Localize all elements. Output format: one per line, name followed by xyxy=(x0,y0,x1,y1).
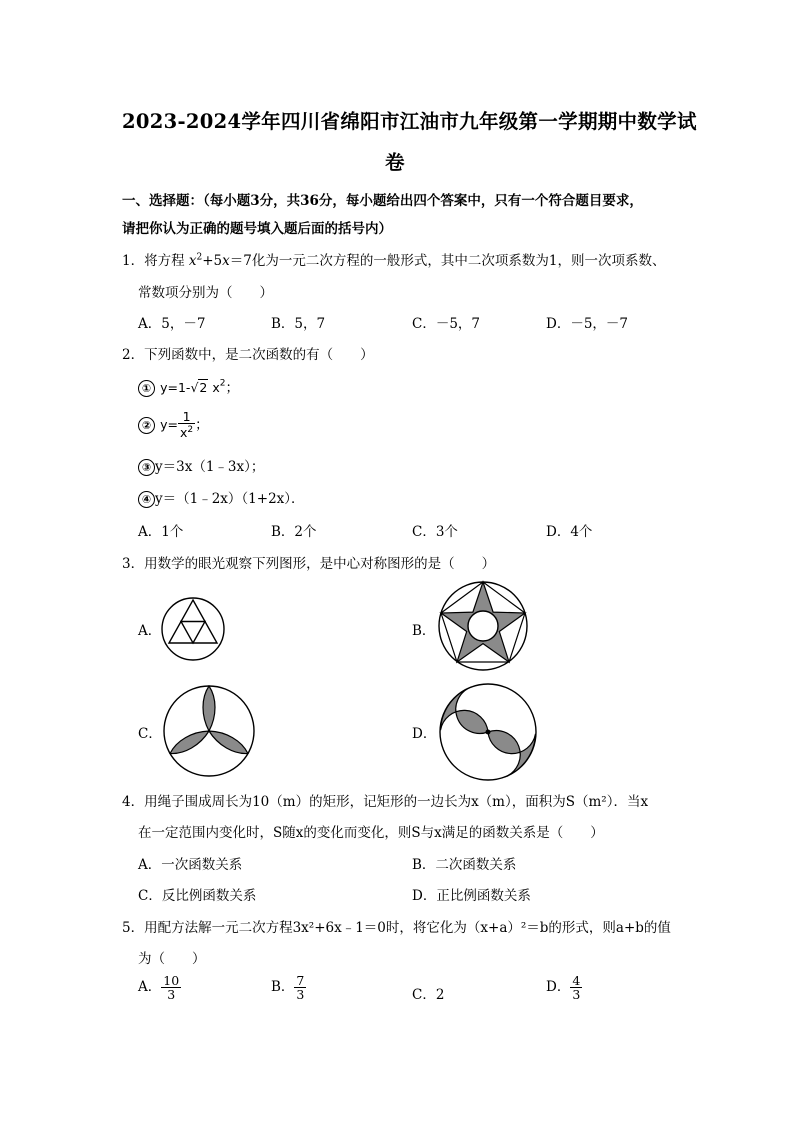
q1-option-b: B．5，7 xyxy=(271,316,326,332)
question-number: 4． xyxy=(122,794,145,810)
fraction: $\frac{1}{x^2}$ xyxy=(179,409,194,441)
question-1-line-1: 1．将方程 $x^2+5x=7$化为一元二次方程的一般形式，其中二次项系数为1，则一次项系数、 xyxy=(122,252,666,269)
fraction: $\frac{7}{3}$ xyxy=(296,973,305,1002)
page-title: 2023-2024学年四川省绵阳市江油市九年级第一学期期中数学试 xyxy=(122,110,697,133)
fraction: $\frac{4}{3}$ xyxy=(572,973,581,1002)
q1-option-d: D．－5，－7 xyxy=(546,316,629,332)
question-5-line-1: 5．用配方法解一元二次方程3x²+6x﹣1＝0时，将它化为（x+a）²＝b的形式，则a+b的值 xyxy=(122,920,671,936)
q3-label-a: A． xyxy=(138,623,162,639)
question-number: 5． xyxy=(122,920,145,936)
circled-number-3: ③ xyxy=(138,459,155,476)
q4-option-d: D．正比例函数关系 xyxy=(412,888,531,904)
circled-number-2: ② xyxy=(138,417,155,434)
q2-item-2: ② y= $\frac{1}{x^2}$ ； xyxy=(138,410,209,439)
q3-label-c: C． xyxy=(138,726,162,742)
q2-item-3: ③ y＝3x（1﹣3x）； xyxy=(138,455,264,476)
q5-option-d: D． $\frac{4}{3}$ xyxy=(546,973,581,1002)
figure-d-swirl-circle xyxy=(437,682,539,782)
q2-item-1: ① y=1-√2 $x^2$； xyxy=(138,376,239,397)
q5-option-c: C．2 xyxy=(412,987,445,1003)
question-number: 1． xyxy=(122,253,145,269)
fraction: $\frac{10}{3}$ xyxy=(163,973,180,1002)
question-2-stem: 2．下列函数中，是二次函数的有（ ） xyxy=(122,347,374,363)
q4-option-b: B．二次函数关系 xyxy=(412,857,517,873)
section-heading: 一、选择题：（每小题3分，共36分，每小题给出四个答案中，只有一个符合题目要求， xyxy=(122,193,643,209)
page-title-continued: 卷 xyxy=(385,151,405,174)
figure-a-triangle-in-circle xyxy=(160,596,226,662)
q2-option-d: D．4个 xyxy=(546,524,593,540)
q4-option-a: A．一次函数关系 xyxy=(138,857,243,873)
q3-label-d: D． xyxy=(412,726,437,742)
question-3-stem: 3．用数学的眼光观察下列图形，是中心对称图形的是（ ） xyxy=(122,556,496,572)
question-5-line-2: 为（ ） xyxy=(138,951,206,967)
question-1-line-2: 常数项分别为（ ） xyxy=(138,285,273,301)
q2-item-4: ④ y＝（1﹣2x）（1+2x）． xyxy=(138,487,305,508)
question-number: 2． xyxy=(122,347,145,363)
q2-option-a: A．1个 xyxy=(138,524,184,540)
q2-option-b: B．2个 xyxy=(271,524,317,540)
sqrt-symbol: √ xyxy=(190,380,199,395)
q1-option-a: A．5，－7 xyxy=(138,316,206,332)
figure-c-three-petals xyxy=(162,684,256,778)
question-4-line-1: 4．用绳子围成周长为10（m）的矩形，记矩形的一边长为x（m），面积为S（m²）．当x xyxy=(122,794,649,810)
figure-b-star-in-circle xyxy=(437,580,529,672)
q4-option-c: C．反比例函数关系 xyxy=(138,888,257,904)
q5-option-b: B． $\frac{7}{3}$ xyxy=(271,973,305,1002)
question-4-line-2: 在一定范围内变化时，S随x的变化而变化，则S与x满足的函数关系是（ ） xyxy=(138,825,604,841)
q2-option-c: C．3个 xyxy=(412,524,458,540)
q3-label-b: B． xyxy=(412,623,436,639)
question-number: 3． xyxy=(122,556,145,572)
section-heading-continued: 请把你认为正确的题号填入题后面的括号内） xyxy=(122,221,392,237)
circled-number-1: ① xyxy=(138,380,155,397)
circled-number-4: ④ xyxy=(138,491,155,508)
q1-option-c: C．－5，7 xyxy=(412,316,481,332)
q5-option-a: A． $\frac{10}{3}$ xyxy=(138,973,180,1002)
